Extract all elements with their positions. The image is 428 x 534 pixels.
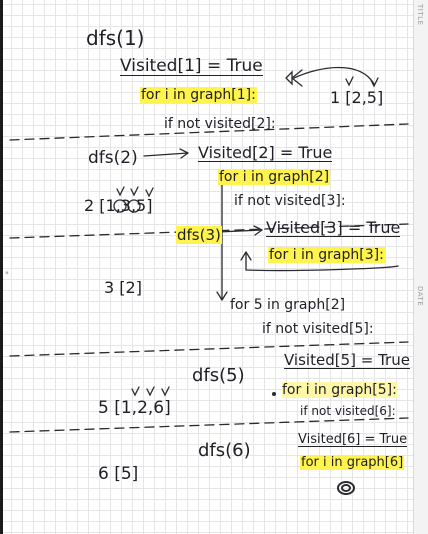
date-label: DATE (416, 286, 424, 307)
note-node3-adjacency: 3 [2] (104, 278, 142, 297)
note-dfs-6: dfs(6) (198, 440, 251, 461)
note-dfs-3: dfs(3) (177, 226, 221, 244)
note-node5-adjacency: 5 [1,2,6] (98, 398, 171, 418)
note-for-graph-2: for i in graph[2] (219, 169, 330, 185)
note-ifnot-visited-6: if not visited[6]: (300, 404, 396, 418)
title-label: TITLE (416, 4, 424, 26)
note-visited-6: Visited[6] = True (298, 432, 408, 447)
note-node2-adjacency: 2 [1,3,5] (84, 196, 153, 215)
note-visited-1: Visited[1] = True (120, 56, 263, 76)
note-node6-adjacency: 6 [5] (98, 464, 139, 484)
note-for-graph-3: for i in graph[3]: (269, 247, 384, 263)
note-dfs-5: dfs(5) (192, 365, 245, 386)
note-visited-5: Visited[5] = True (284, 351, 410, 369)
note-dfs-1: dfs(1) (86, 26, 145, 50)
note-node1-adjacency: 1 [2,5] (330, 88, 384, 107)
note-visited-2: Visited[2] = True (198, 143, 333, 162)
note-ifnot-visited-2: if not visited[2]: (164, 116, 276, 132)
note-ifnot-visited-3: if not visited[3]: (234, 193, 346, 209)
note-for-graph-5: for i in graph[5]: (282, 382, 397, 398)
note-dfs-2: dfs(2) (88, 148, 138, 168)
left-margin-mark: ▪ (4, 270, 10, 276)
note-visited-3: Visited[3] = True (266, 218, 401, 237)
note-ifnot-visited-5: if not visited[5]: (262, 321, 374, 337)
note-for-graph-1: for i in graph[1]: (141, 87, 256, 103)
left-border (0, 0, 3, 534)
right-sidebar (413, 0, 428, 534)
note-for-s-graph-2: for 5 in graph[2] (230, 297, 346, 313)
note-for-graph-6: for i in graph[6] (301, 455, 404, 470)
